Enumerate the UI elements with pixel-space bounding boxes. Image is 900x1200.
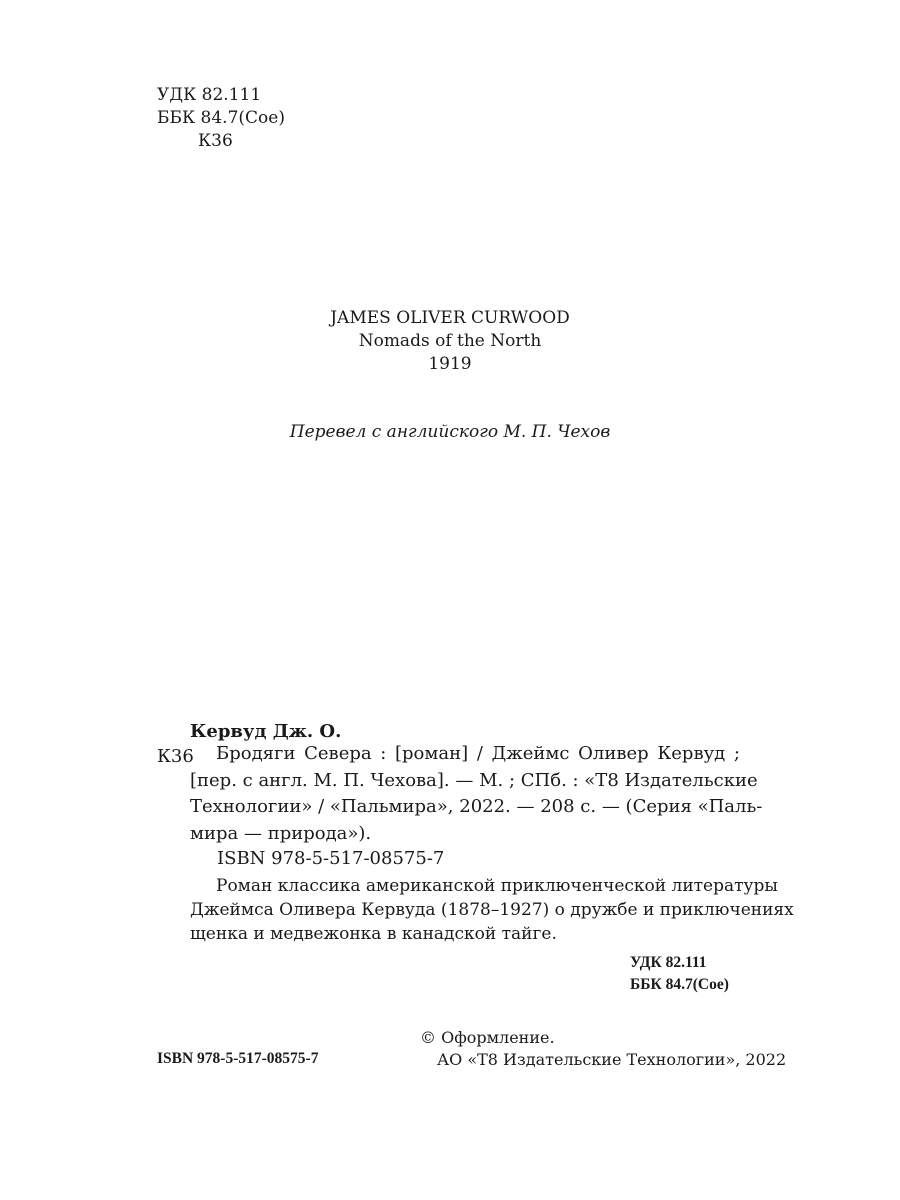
card-description-line: [пер. с англ. М. П. Чехова]. — М. ; СПб. : «Т8 Издательские [190, 769, 758, 791]
translator-note: Перевел с английского М. П. Чехов [289, 422, 611, 442]
original-title: Nomads of the North [358, 331, 542, 351]
top-classification [157, 84, 285, 153]
card-author-mark: К36 [157, 746, 194, 767]
annotation-line: Джеймса Оливера Кервуда (1878–1927) о дружбе и приключениях [190, 900, 794, 920]
card-description-line: Технологии» / «Пальмира», 2022. — 208 с. — (Серия «Паль- [190, 796, 763, 817]
card-udk-code: УДК 82.111 [630, 954, 707, 971]
bbk-code: ББК 84.7(Сое) [157, 108, 285, 128]
card-description [190, 741, 763, 847]
imprint-isbn: ISBN 978-5-517-08575-7 [157, 1050, 319, 1067]
annotation [190, 874, 794, 946]
original-year: 1919 [428, 354, 472, 374]
card-description-line: Бродяги Севера : [роман] / Джеймс Оливер Кервуд ; [216, 743, 740, 764]
udk-code: УДК 82.111 [157, 85, 262, 105]
original-author: JAMES OLIVER CURWOOD [330, 308, 570, 328]
card-author-heading: Кервуд Дж. О. [190, 721, 342, 742]
annotation-line: Роман классика американской приключенческой литературы [216, 876, 778, 896]
card-description-line: мира — природа»). [190, 822, 372, 844]
copyright-publisher: АО «Т8 Издательские Технологии», 2022 [437, 1050, 787, 1069]
original-edition [0, 307, 900, 376]
copyright-line: © Оформление. [420, 1028, 555, 1047]
card-bbk-code: ББК 84.7(Сое) [630, 976, 729, 993]
annotation-line: щенка и медвежонка в канадской тайге. [190, 924, 557, 944]
copyright-block [420, 1027, 787, 1071]
author-mark: К36 [198, 131, 233, 151]
card-classification [630, 952, 729, 996]
card-isbn: ISBN 978-5-517-08575-7 [217, 848, 445, 869]
